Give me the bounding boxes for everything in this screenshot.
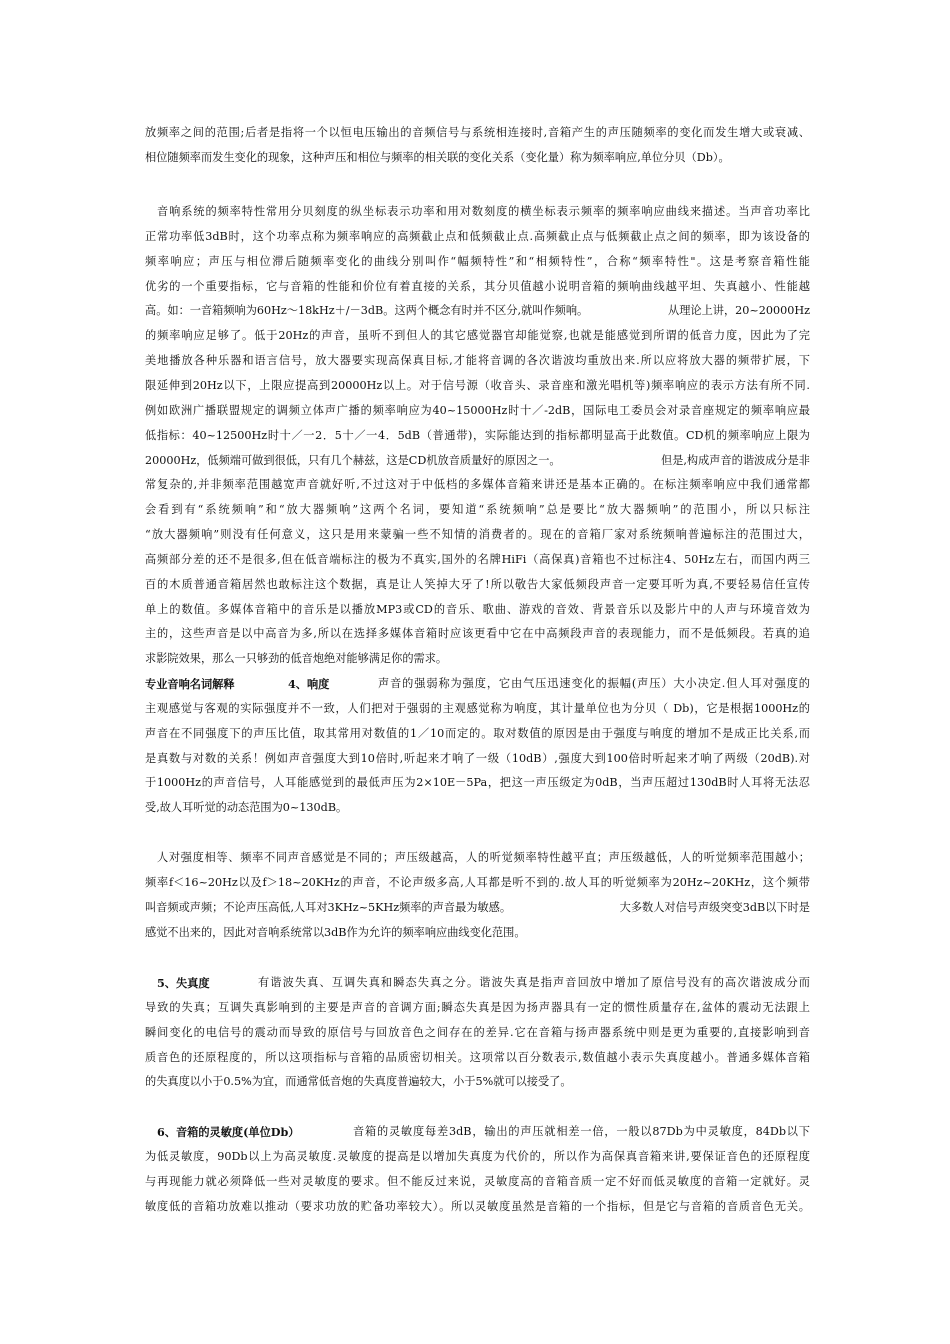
- text-line: 于1000Hz的声音信号，人耳能感觉到的最低声压为2×10E－5Pa，把这一声压级定为0dB，当声压超过130dB时人耳将无法忍: [145, 776, 810, 790]
- text-segment: 高。如：一音箱频响为60Hz～18kHz＋/－3dB。这两个概念有时并不区分,就叫作频响。: [145, 304, 589, 318]
- text-line: 高频部分差的还不是很多,但在低音端标注的极为不真实,国外的名牌HiFi（高保真)音箱也不过标注4、50Hz左右，而国内两三: [145, 552, 810, 566]
- text-line: 导致的失真；互调失真影响到的主要是声音的音调方面;瞬态失真是因为扬声器具有一定的惯性质量存在,盆体的震动无法跟上: [145, 1000, 810, 1014]
- text-line: 常复杂的,并非频率范围越宽声音就好听,不过这对于中低档的多媒体音箱来讲还是基本正确的。在标注频率响应中我们通常都: [145, 478, 810, 492]
- text-line: [157, 1123, 810, 1141]
- text-line: 低指标：40~12500Hz时十／一2．5十／一4．5dB（普通带)，实际能达到的指标都明显高于此数值。CD机的频率响应上限为: [145, 428, 810, 442]
- section-heading: 5、失真度: [157, 976, 210, 990]
- text-line: 美地播放各种乐器和语言信号，放大器要实现高保真目标,才能将音调的各次谐波均重放出来.所以应将放大器的频带扩展，下: [145, 354, 810, 368]
- text-line: 主观感觉与客观的实际强度并不一致，人们把对于强弱的主观感觉称为响度，其计量单位也为分贝（ Db)，它是根据1000Hz的: [145, 701, 810, 715]
- text-line: 的频率响应足够了。低于20Hz的声音，虽听不到但人的其它感觉器官却能觉察,也就是能感觉到所谓的低音力度，因此为了完: [145, 329, 810, 343]
- text-line: 单上的数值。多媒体音箱中的音乐是以播放MP3或CD的音乐、歌曲、游戏的音效、背景音乐以及影片中的人声与环境音效为: [145, 602, 810, 616]
- text-line: 受,故人耳听觉的动态范围为0~130dB。: [145, 801, 348, 815]
- text-line: 人对强度相等、频率不同声音感觉是不同的；声压级越高，人的听觉频率特性越平直；声压级越低，人的听觉频率范围越小；: [157, 851, 810, 864]
- text-line: 例如欧洲广播联盟规定的调频立体声广播的频率响应为40~15000Hz时十／-2dB，国际电工委员会对录音座规定的频率响应最: [145, 403, 810, 417]
- text-line: [157, 974, 810, 992]
- text-line: [145, 675, 810, 693]
- text-line: [145, 899, 810, 917]
- text-segment: 叫音频或声频；不论声压高低,人耳对3KHz~5KHz频率的声音最为敏感。: [145, 900, 512, 914]
- section-heading: 6、音箱的灵敏度(单位Db）: [157, 1125, 300, 1139]
- text-segment: 20000Hz，低频端可做到很低，只有几个赫兹，这是CD机放音质量好的原因之一。: [145, 453, 561, 467]
- text-segment: 但是,构成声音的谐波成分是非: [661, 453, 810, 467]
- text-line: 百的木质普通音箱居然也敢标注这个数据，真是让人笑掉大牙了!所以敬告大家低频段声音一定要耳听为真,不要轻易信任宣传: [145, 577, 810, 591]
- text-line: 正常功率低3dB时，这个功率点称为频率响应的高频截止点和低频截止点.高频截止点与低频截止点之间的频率，即为该设备的: [145, 229, 810, 243]
- text-line: 主的，这些声音是以中高音为多,所以在选择多媒体音箱时应该更看中它在中高频段声音的表现能力，而不是低频段。若真的追: [145, 627, 810, 641]
- text-segment: 有谐波失真、互调失真和瞬态失真之分。谐波失真是指声音回放中增加了原信号没有的高次谐波成分而: [258, 976, 810, 989]
- text-line: 是真数与对数的关系！例如声音强度大到10倍时,听起来才响了一级（10dB）,强度大到100倍时听起来才响了两级（20dB).对: [145, 751, 810, 765]
- text-line: 相位随频率而发生变化的现象，这种声压和相位与频率的相关联的变化关系（变化量）称为频率响应,单位分贝（Db）。: [145, 150, 730, 164]
- text-segment: 声音的强弱称为强度，它由气压迅速变化的振幅(声压）大小决定.但人耳对强度的: [378, 677, 810, 690]
- text-line: 敏度低的音箱功放难以推动（要求功放的贮备功率较大）。所以灵敏度虽然是音箱的一个指标，但是它与音箱的音质音色无关。: [145, 1199, 810, 1213]
- text-segment: 大多数人对信号声级突变3dB以下时是: [619, 900, 810, 914]
- text-line: [145, 302, 810, 320]
- text-line: 频率响应；声压与相位滞后随频率变化的曲线分别叫作“幅频特性”和“相频特性”，合称“频率特性"。这是考察音箱性能: [145, 254, 810, 268]
- text-line: 求影院效果，那么一只够劲的低音炮绝对能够满足你的需求。: [145, 652, 448, 666]
- text-line: 与再现能力就必须降低一些对灵敏度的要求。但不能反过来说，灵敏度高的音箱音质一定不好而低灵敏度的音箱一定就好。灵: [145, 1174, 810, 1188]
- text-line: 瞬间变化的电信号的震动而导致的原信号与回放音色之间存在的差异.它在音箱与扬声器系统中则是更为重要的,直接影响到音: [145, 1025, 810, 1039]
- section-heading: 专业音响名词解释: [145, 677, 235, 691]
- text-line: 感觉不出来的，因此对音响系统常以3dB作为允许的频率响应曲线变化范围。: [145, 925, 526, 939]
- text-line: 放频率之间的范围;后者是指将一个以恒电压输出的音频信号与系统相连接时,音箱产生的声压随频率的变化而发生增大或衰减、: [145, 126, 810, 139]
- text-line: 为低灵敏度，90Db以上为高灵敏度.灵敏度的提高是以增加失真度为代价的，所以作为高保真音箱来讲,要保证音色的还原程度: [145, 1149, 810, 1163]
- text-line: 质音色的还原程度的，所以这项指标与音箱的品质密切相关。这项常以百分数表示,数值越小表示失真度越小。普通多媒体音箱: [145, 1050, 810, 1064]
- text-segment: 音箱的灵敏度每差3dB，输出的声压就相差一倍，一般以87Db为中灵敏度，84Db以下: [353, 1125, 810, 1138]
- text-segment: 从理论上讲，20~20000Hz: [668, 304, 810, 318]
- text-line: 音响系统的频率特性常用分贝刻度的纵坐标表示功率和用对数刻度的横坐标表示频率的频率响应曲线来描述。当声音功率比: [157, 205, 810, 218]
- section-heading: 4、响度: [288, 677, 330, 691]
- text-line: 限延伸到20Hz以下，上限应提高到20000Hz以上。对于信号源（收音头、录音座和激光唱机等)频率响应的表示方法有所不同.: [145, 378, 810, 392]
- text-line: “放大器频响”则没有任何意义，这只是用来蒙骗一些不知情的消费者的。现在的音箱厂家对系统频响普遍标注的范围过大，: [145, 528, 810, 542]
- text-line: [145, 452, 810, 470]
- text-line: 的失真度以小于0.5%为宜，而通常低音炮的失真度普遍较大，小于5%就可以接受了。: [145, 1075, 572, 1089]
- text-line: 优劣的一个重要指标，它与音箱的性能和价位有着直接的关系，其分贝值越小说明音箱的频响曲线越平坦、失真越小、性能越: [145, 279, 810, 293]
- text-line: 声音在不同强度下的声压比值，取其常用对数值的1／10而定的。取对数值的原因是由于强度与响度的增加不是成正比关系,而: [145, 726, 810, 740]
- text-line: 频率f＜16~20Hz以及f＞18~20KHz的声音，不论声级多高,人耳都是听不到的.故人耳的听觉频率为20Hz~20KHz，这个频带: [145, 875, 810, 889]
- text-line: 会看到有“系统频响”和“放大器频响”这两个名词，要知道“系统频响”总是要比“放大器频响”的范围小，所以只标注: [145, 503, 810, 517]
